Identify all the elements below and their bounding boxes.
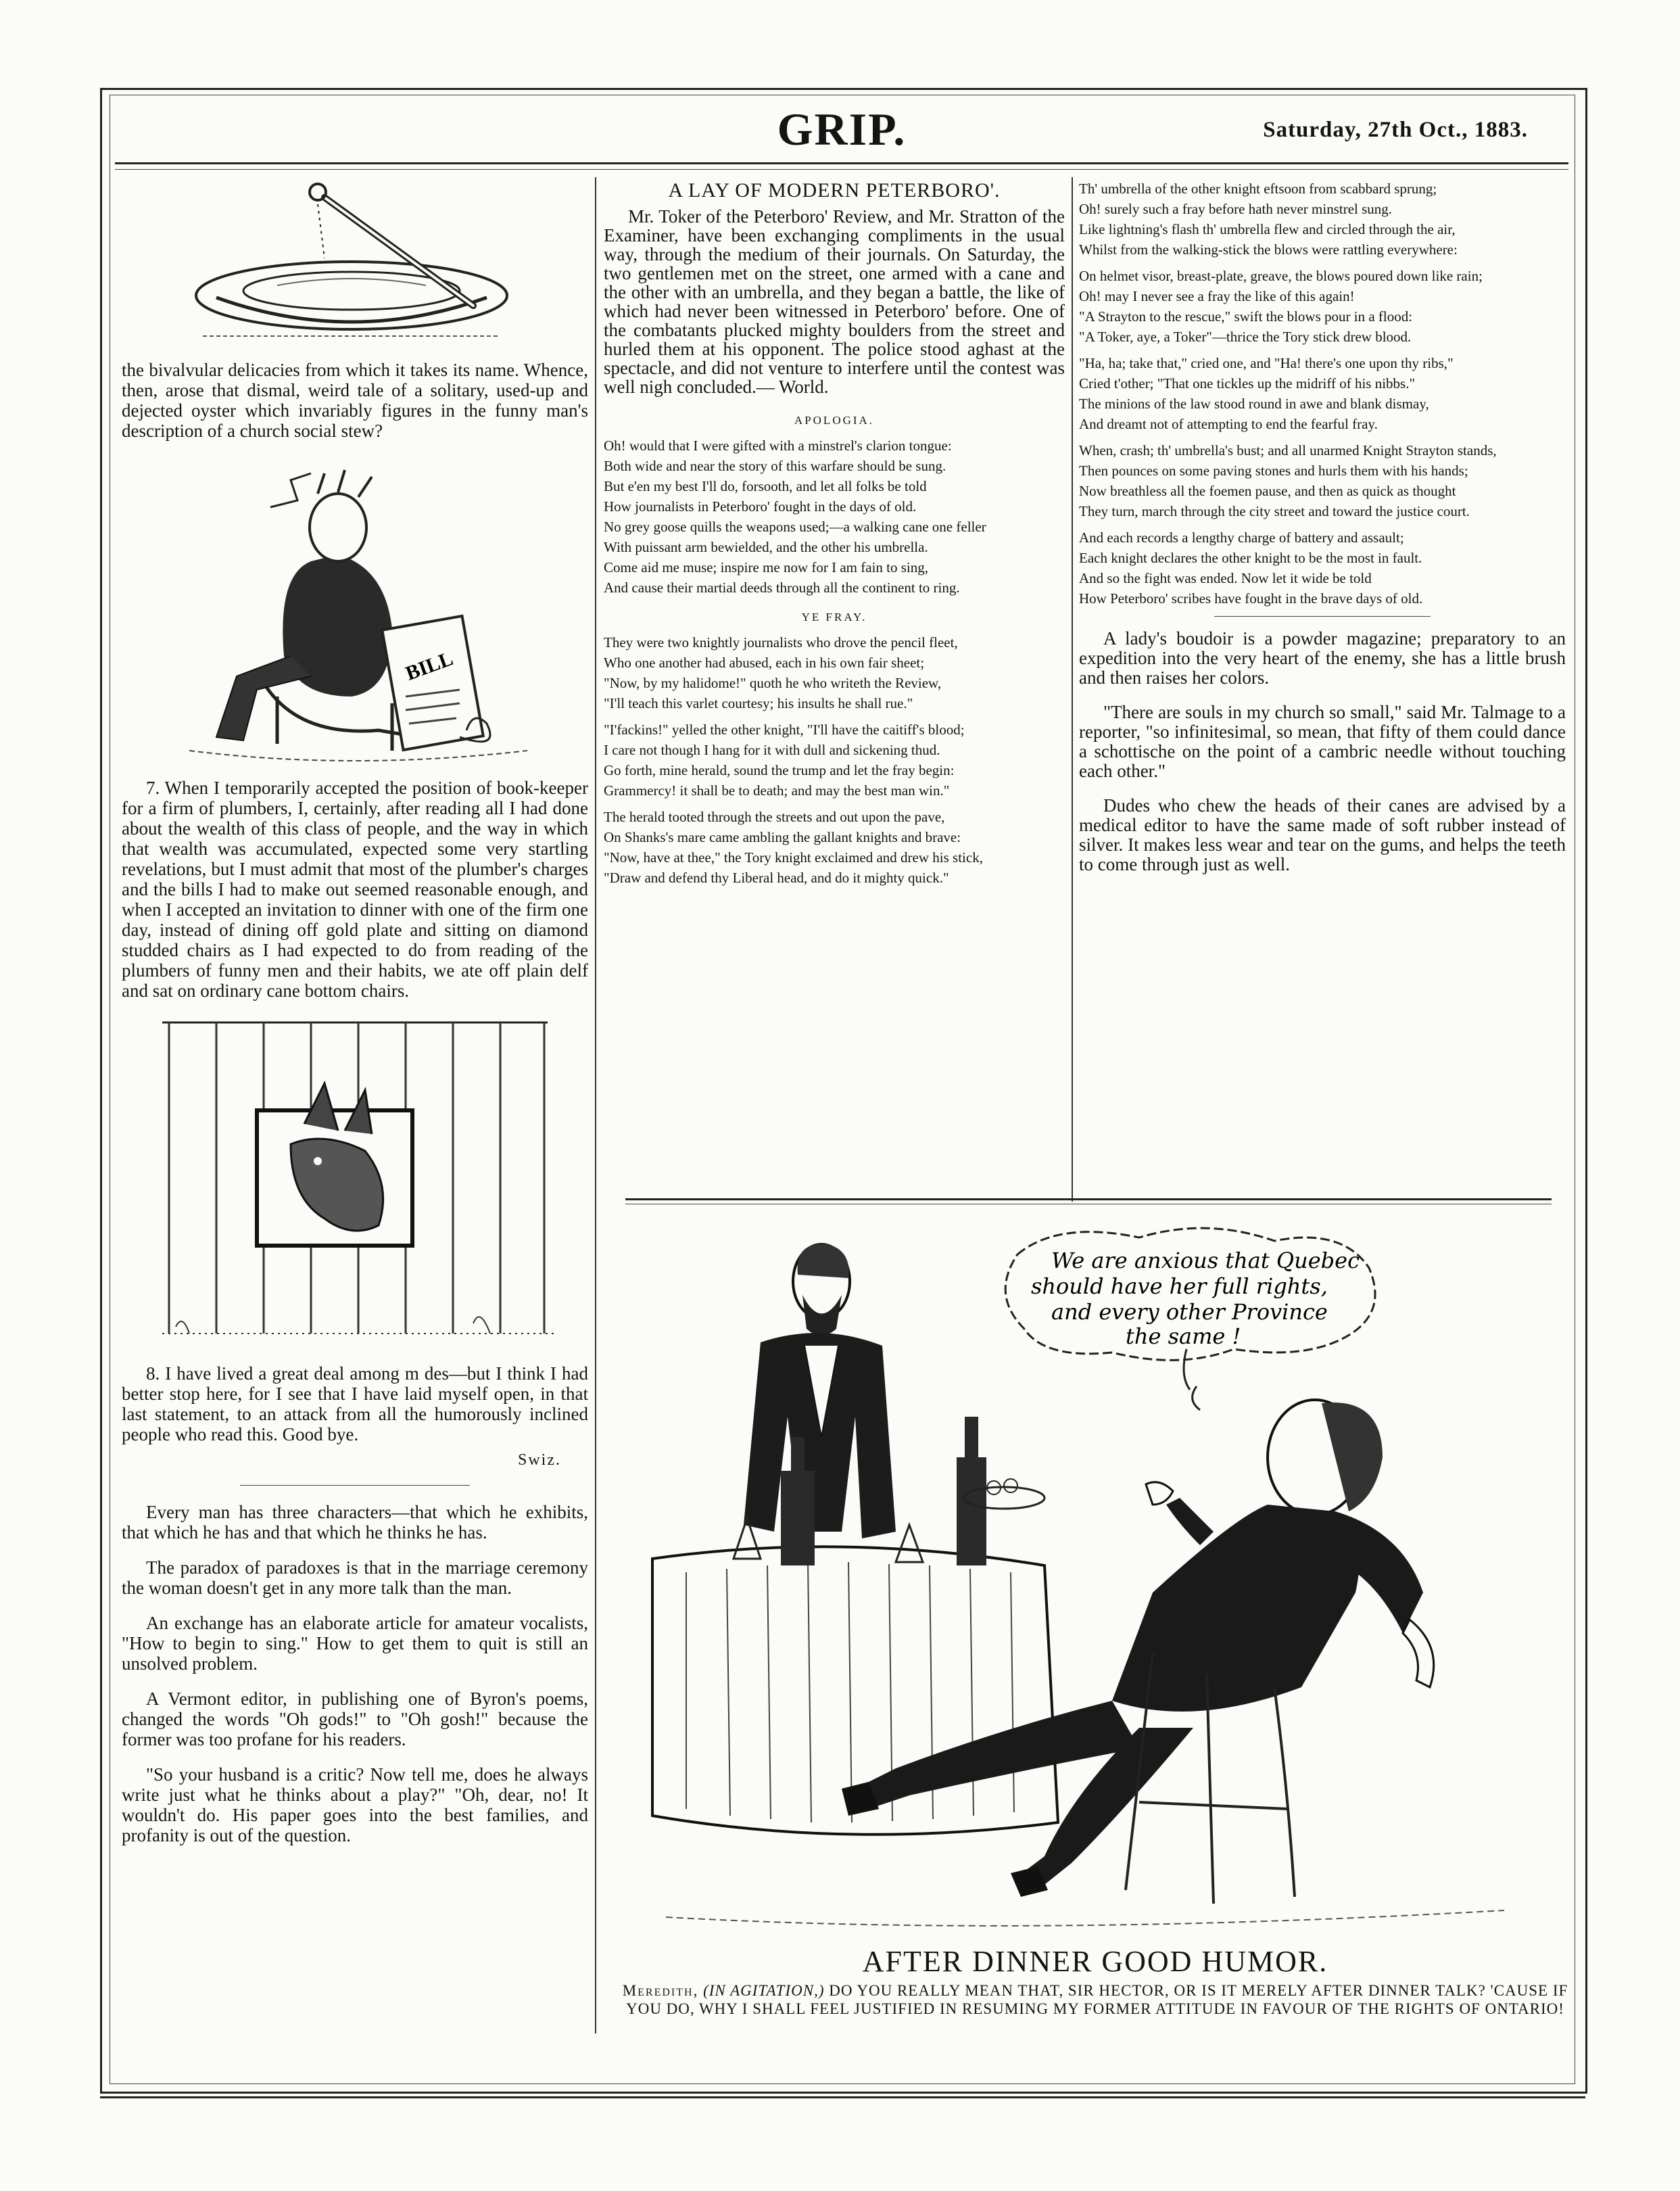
header-rule [115, 162, 1568, 164]
verse-line: Oh! surely such a fray before hath never minstrel sung. [1079, 201, 1393, 217]
author-signature: Swiz. [518, 1451, 561, 1469]
caption-speaker: Meredith, [622, 1982, 699, 1999]
critic-paragraph: "So your husband is a critic? Now tell me, does he always write just what he thinks about a play?" "Oh, dear, no! It wouldn't do. His paper goes into the best families, and profanity is out of the question. [122, 1764, 588, 1845]
donkey-fence-illustration [122, 1016, 588, 1347]
column-divider-2 [1072, 177, 1073, 1202]
verse-line: "A Strayton to the rescue," swift the blows pour in a flood: [1079, 308, 1413, 325]
verse-line: How journalists in Peterboro' fought in the days of old. [604, 498, 917, 515]
after-dinner-cartoon [625, 1214, 1565, 1944]
verse-line: They turn, march through the city street and toward the justice court. [1079, 503, 1470, 519]
speech-line-4: the same ! [1126, 1323, 1241, 1349]
verse-line: And dreamt not of attempting to end the fearful fray. [1079, 416, 1378, 432]
verse-line: I care not though I hang for it with dull and sickening thud. [604, 742, 940, 758]
verse-line: Now breathless all the foemen pause, and then as quick as thought [1079, 483, 1456, 499]
verse-line: "Draw and defend thy Liberal head, and do it mighty quick." [604, 870, 949, 886]
cartoon-top-rule [625, 1198, 1552, 1200]
verse-line: Whilst from the walking-stick the blows were rattling everywhere: [1079, 241, 1458, 258]
verse-line: But e'en my best I'll do, forsooth, and let all folks be told [604, 478, 927, 494]
verse-line: Then pounces on some paving stones and hurls them with his hands; [1079, 463, 1468, 479]
soup-plate-illustration [122, 177, 588, 360]
verse-line: "Now, by my halidome!" quoth he who writeth the Review, [604, 675, 942, 691]
verse-line: Both wide and near the story of this warfare should be sung. [604, 458, 946, 474]
speech-line-1: We are anxious that Quebec [1051, 1248, 1360, 1273]
verse-line: Oh! may I never see a fray the like of this again! [1079, 288, 1355, 304]
verse-line: Th' umbrella of the other knight eftsoon from scabbard sprung; [1079, 181, 1437, 197]
plumber-bill-illustration [122, 453, 588, 764]
verse-line: "A Toker, aye, a Toker"—thrice the Tory stick drew blood. [1079, 329, 1412, 345]
dudes-paragraph: Dudes who chew the heads of their canes are advised by a medical editor to have the same made of soft rubber instead of silver. It makes less wear and tear on the gums, and helps the teeth to come through just as well. [1079, 795, 1566, 874]
column-divider-1 [595, 177, 596, 2033]
short-rule-col3 [1214, 616, 1431, 617]
caption-stage-direction: (IN AGITATION,) [703, 1982, 825, 1999]
verse-line: How Peterboro' scribes have fought in the brave days of old. [1079, 590, 1423, 607]
verse-line: Come aid me muse; inspire me now for I am fain to sing, [604, 559, 928, 575]
vocalists-paragraph: An exchange has an elaborate article for amateur vocalists, "How to begin to sing." How to get them to quit is still an unsolved problem. [122, 1613, 588, 1674]
section-8-paragraph: 8. I have lived a great deal among m des—but I think I had better stop here, for I see that I have laid myself open, in that last statement, to an attack from all the humorously inclined people who read this. Good bye. [122, 1363, 588, 1444]
verse-line: And cause their martial deeds through all the continent to ring. [604, 580, 960, 596]
column-1 [122, 177, 588, 1860]
verse-line: And each records a lengthy charge of battery and assault; [1079, 529, 1404, 546]
apologia-verse [604, 438, 1065, 596]
header-rule-thin [115, 169, 1568, 170]
page-bottom-rule [100, 2096, 1585, 2098]
oyster-paragraph: the bivalvular delicacies from which it takes its name. Whence, then, arose that dismal, weird tale of a solitary, used-up and dejected oyster which invariably figures in the funny man's description of a church social stew? [122, 360, 588, 441]
column-2 [604, 181, 1065, 891]
verse-line: They were two knightly journalists who drove the pencil fleet, [604, 634, 958, 651]
boudoir-paragraph: A lady's boudoir is a powder magazine; preparatory to an expedition into the very heart of the enemy, she has a little brush and then raises her colors. [1079, 628, 1566, 688]
verse-line: Each knight declares the other knight to be the most in fault. [1079, 550, 1422, 566]
issue-date: Saturday, 27th Oct., 1883. [1263, 118, 1528, 142]
poem-title: A LAY OF MODERN PETERBORO'. [668, 179, 1001, 202]
short-rule-col1 [240, 1485, 470, 1486]
paradox-paragraph: The paradox of paradoxes is that in the marriage ceremony the woman doesn't get in any more talk than the man. [122, 1557, 588, 1598]
section-7-paragraph: 7. When I temporarily accepted the position of book-keeper for a firm of plumbers, I, certainly, after reading all I had done about the wealth of this class of people, and the way in which that wealth was accumulated, expected some very startling revelations, but I must admit that most of the plumber's charges and the bills I had to make out seemed reasonable enough, and when I accepted an invitation to dinner with one of the firm one day, instead of dining off gold plate and sitting on diamond studded chairs as I had expected to do from reading of the plumbers of funny men and their habits, we ate off plain delf and sat on ordinary cane bottom chairs. [122, 778, 588, 1001]
cartoon-title: AFTER DINNER GOOD HUMOR. [862, 1945, 1328, 1978]
masthead-title: GRIP. [777, 103, 907, 155]
verse-line: On helmet visor, breast-plate, greave, the blows poured down like rain; [1079, 268, 1483, 284]
speech-line-3: and every other Province [1051, 1299, 1328, 1325]
verse-line: The herald tooted through the streets and out upon the pave, [604, 809, 945, 825]
verse-line: Cried t'other; "That one tickles up the midriff of his nibbs." [1079, 375, 1416, 392]
verse-line: Who one another had abused, each in his own fair sheet; [604, 655, 925, 671]
verse-line: "Now, have at thee," the Tory knight exclaimed and drew his stick, [604, 849, 983, 866]
verse-line: Like lightning's flash th' umbrella flew and circled through the air, [1079, 221, 1456, 237]
talmage-paragraph: "There are souls in my church so small," said Mr. Talmage to a reporter, "so infinitesimal, so mean, that fifty of them could dance a schottische on the point of a cambric needle without touching each other." [1079, 702, 1566, 781]
apologia-heading: APOLOGIA. [794, 414, 875, 427]
verse-line: On Shanks's mare came ambling the gallant knights and brave: [604, 829, 961, 845]
fray-heading: YE FRAY. [801, 611, 867, 623]
verse-line: "I'll teach this varlet courtesy; his insults he shall rue." [604, 695, 913, 711]
verse-line: Grammercy! it shall be to death; and may the best man win." [604, 782, 950, 799]
verse-line: No grey goose quills the weapons used;—a walking cane one feller [604, 519, 986, 535]
fray-verse [604, 635, 1065, 886]
verse-line: And so the fight was ended. Now let it wide be told [1079, 570, 1372, 586]
caption-text: DO YOU REALLY MEAN THAT, SIR HECTOR, OR IS IT MERELY AFTER DINNER TALK? 'CAUSE IF YOU DO, WHY I SHALL FEEL JUSTIFIED IN RESUMING MY FORMER ATTITUDE IN FAVOUR OF THE RIGHTS OF ONTARIO! [626, 1982, 1568, 2017]
verse-line: Oh! would that I were gifted with a minstrel's clarion tongue: [604, 438, 952, 454]
three-characters-paragraph: Every man has three characters—that which he exhibits, that which he has and that which he thinks he has. [122, 1502, 588, 1542]
masthead-bar [115, 101, 1568, 162]
speech-line-2: should have her full rights, [1031, 1273, 1328, 1299]
verse-line: With puissant arm bewielded, and the other his umbrella. [604, 539, 928, 555]
verse-line: "Ha, ha; take that," cried one, and "Ha! there's one upon thy ribs," [1079, 355, 1454, 371]
verse-line: Go forth, mine herald, sound the trump and let the fray begin: [604, 762, 955, 778]
cartoon-caption [622, 1981, 1568, 2018]
poem-introduction: Mr. Toker of the Peterboro' Review, and Mr. Stratton of the Examiner, have been exchanging compliments in the usual way, through the medium of their journals. On Saturday, the two gentlemen met on the street, one armed with a cane and the other with an umbrella, and they began a battle, the like of which had never been witnessed in Peterboro' before. One of the combatants plucked mighty boulders from the street and hurled them at his opponent. The police stood aghast at the spectacle, and did not venture to interfere until the contest was well nigh concluded.— World. [604, 206, 1065, 397]
bill-label: BILL [402, 647, 456, 685]
verse-line: "I'fackins!" yelled the other knight, "I'll have the caitiff's blood; [604, 722, 965, 738]
fray-verse-continued [1079, 181, 1566, 607]
verse-line: When, crash; th' umbrella's bust; and all unarmed Knight Strayton stands, [1079, 442, 1497, 458]
verse-line: The minions of the law stood round in awe and blank dismay, [1079, 396, 1429, 412]
column-3 [1079, 181, 1566, 889]
vermont-editor-paragraph: A Vermont editor, in publishing one of Byron's poems, changed the words "Oh gods!" to "Oh gosh!" because the former was too profane for his readers. [122, 1689, 588, 1749]
